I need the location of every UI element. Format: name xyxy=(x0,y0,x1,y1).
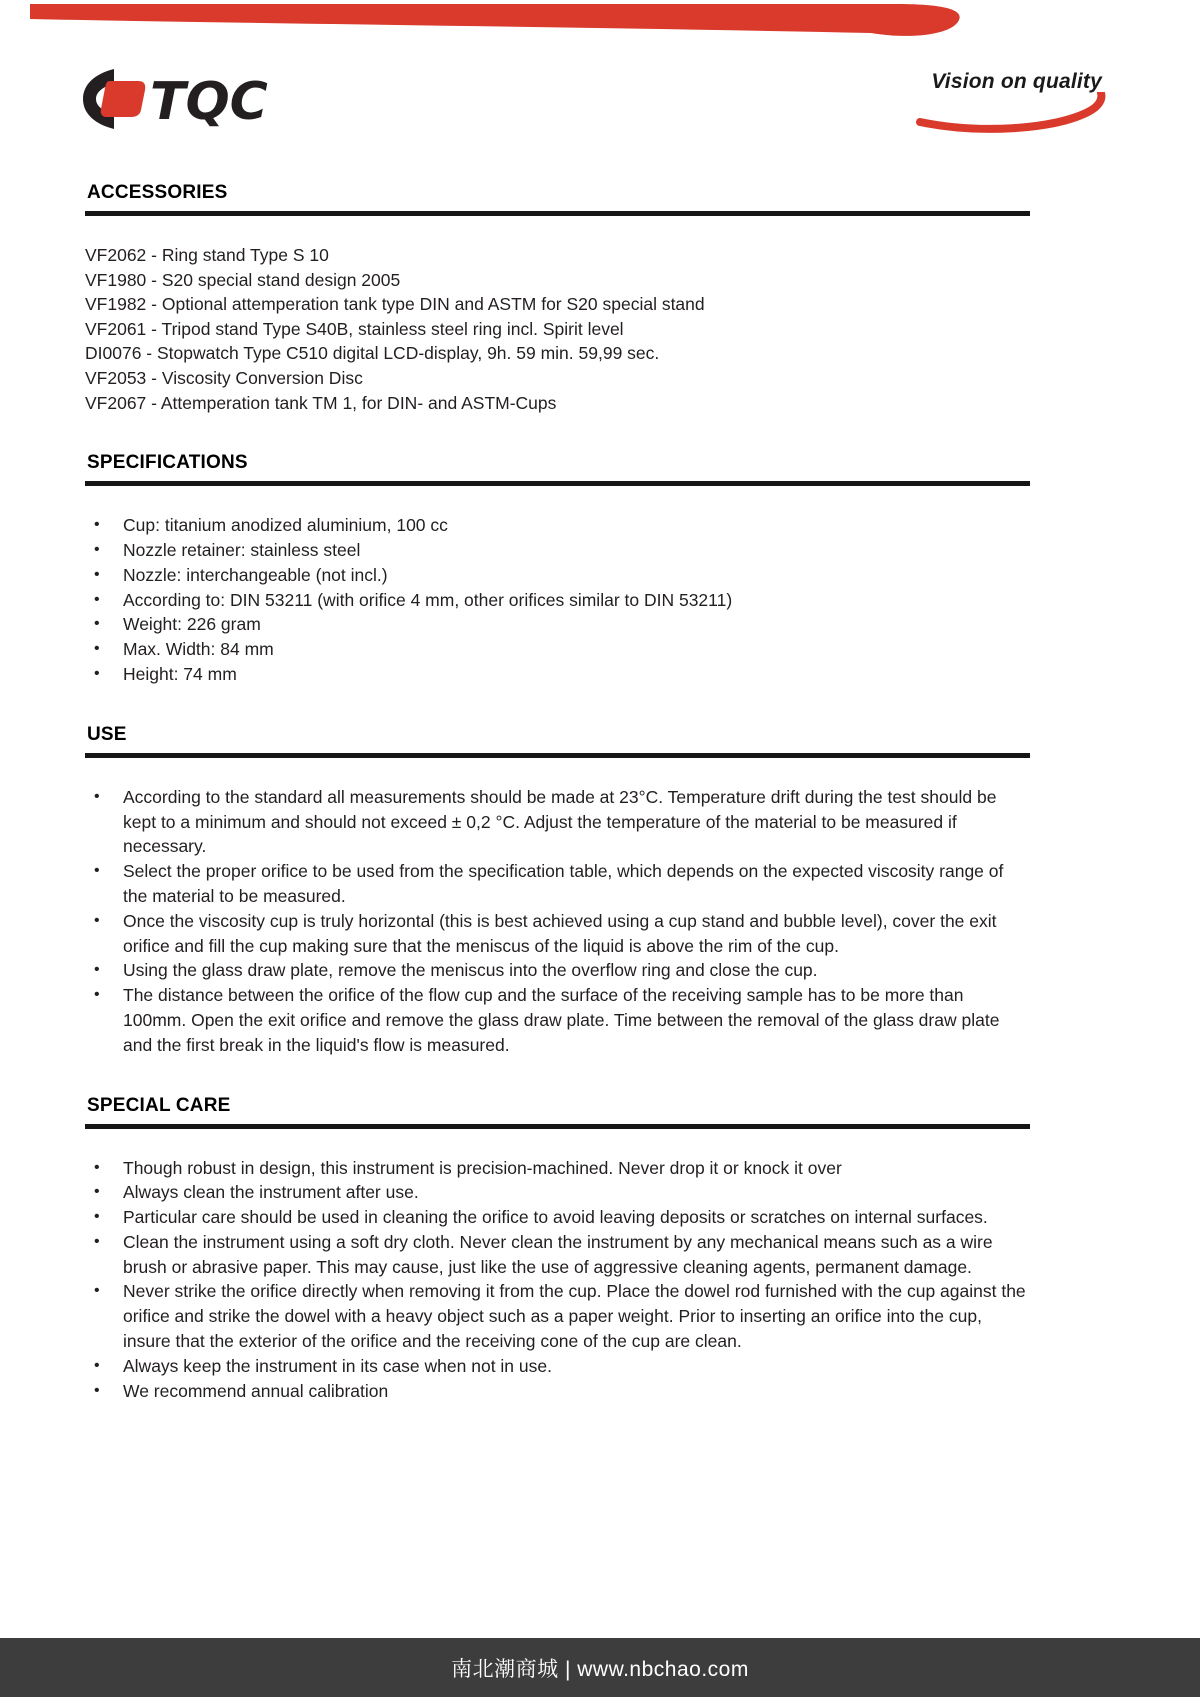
accessory-item: VF2061 - Tripod stand Type S40B, stainless steel ring incl. Spirit level xyxy=(85,318,624,339)
tqc-logo-letters: TQC xyxy=(150,72,268,132)
top-red-swoosh-decoration xyxy=(26,0,976,46)
spec-item: • Height: 74 mm xyxy=(85,662,1030,687)
use-item: • Select the proper orifice to be used from the specification table, which depends on the expected viscosity range of the material to be measured. xyxy=(85,859,1030,909)
tagline-text: Vision on quality xyxy=(931,70,1102,93)
spec-item: • Max. Width: 84 mm xyxy=(85,637,1030,662)
use-item: • According to the standard all measurements should be made at 23°C. Temperature drift during the test should be kept to a minimum and should not exceed ± 0,2 °C. Adjust the temperature of the material to be measured if necessary. xyxy=(85,785,1030,859)
section-title-special-care: SPECIAL CARE xyxy=(87,1094,231,1116)
special-care-list xyxy=(85,1156,1030,1404)
use-item: • Once the viscosity cup is truly horizontal (this is best achieved using a cup stand and bubble level), cover the exit orifice and fill the cup making sure that the meniscus of the liquid is above the rim of the cup. xyxy=(85,909,1030,959)
spec-item: • Nozzle: interchangeable (not incl.) xyxy=(85,563,1030,588)
care-item: • Never strike the orifice directly when removing it from the cup. Place the dowel rod furnished with the cup against the orifice and strike the dowel with a heavy object such as a paper weight. Prior to inserting an orifice into the cup, insure that the exterior of the orifice and the receiving cone of the cup are clean. xyxy=(85,1279,1030,1353)
care-item: • Particular care should be used in cleaning the orifice to avoid leaving deposits or scratches on internal surfaces. xyxy=(85,1205,1030,1230)
section-rule xyxy=(85,753,1030,758)
accessory-item: VF2053 - Viscosity Conversion Disc xyxy=(85,367,363,388)
accessory-item: DI0076 - Stopwatch Type C510 digital LCD-display, 9h. 59 min. 59,99 sec. xyxy=(85,343,660,364)
accessory-item: VF2067 - Attemperation tank TM 1, for DIN- and ASTM-Cups xyxy=(85,392,557,413)
section-rule xyxy=(85,1124,1030,1129)
header xyxy=(80,62,1120,152)
tqc-logo-icon xyxy=(80,66,348,132)
spec-item: • Weight: 226 gram xyxy=(85,612,1030,637)
care-item: • Clean the instrument using a soft dry cloth. Never clean the instrument by any mechanical means such as a wire brush or abrasive paper. This may cause, just like the use of aggressive cleaning agents, permanent damage. xyxy=(85,1230,1030,1280)
section-rule xyxy=(85,211,1030,216)
tagline-swoosh-decoration xyxy=(916,92,1116,140)
accessory-item: VF1982 - Optional attemperation tank type DIN and ASTM for S20 special stand xyxy=(85,294,705,315)
accessories-list xyxy=(85,243,1030,415)
tqc-logo xyxy=(80,66,348,132)
tagline xyxy=(902,70,1102,140)
care-item: • Though robust in design, this instrument is precision-machined. Never drop it or knock it over xyxy=(85,1156,1030,1181)
accessory-item: VF2062 - Ring stand Type S 10 xyxy=(85,245,329,265)
care-item: • We recommend annual calibration xyxy=(85,1379,1030,1404)
spec-item: • Nozzle retainer: stainless steel xyxy=(85,538,1030,563)
section-use xyxy=(85,724,1030,1058)
care-item: • Always clean the instrument after use. xyxy=(85,1180,1030,1205)
main-content xyxy=(85,182,1030,1440)
section-accessories xyxy=(85,182,1030,415)
section-title-specifications: SPECIFICATIONS xyxy=(87,452,248,474)
section-title-use: USE xyxy=(87,723,127,745)
section-rule xyxy=(85,481,1030,486)
specifications-list xyxy=(85,513,1030,687)
use-list xyxy=(85,785,1030,1058)
care-item: • Always keep the instrument in its case when not in use. xyxy=(85,1354,1030,1379)
footer xyxy=(0,1638,1200,1697)
section-special-care xyxy=(85,1095,1030,1404)
use-item: • Using the glass draw plate, remove the meniscus into the overflow ring and close the cup. xyxy=(85,958,1030,983)
accessory-item: VF1980 - S20 special stand design 2005 xyxy=(85,269,401,290)
spec-item: • According to: DIN 53211 (with orifice 4 mm, other orifices similar to DIN 53211) xyxy=(85,588,1030,613)
footer-text: 南北潮商城 | www.nbchao.com xyxy=(451,1657,749,1681)
section-specifications xyxy=(85,452,1030,687)
section-title-accessories: ACCESSORIES xyxy=(87,182,228,203)
use-item: • The distance between the orifice of the flow cup and the surface of the receiving sample has to be more than 100mm. Open the exit orifice and remove the glass draw plate. Time between the removal of the glass draw plate and the first break in the liquid's flow is measured. xyxy=(85,983,1030,1057)
spec-item: • Cup: titanium anodized aluminium, 100 cc xyxy=(85,513,1030,538)
